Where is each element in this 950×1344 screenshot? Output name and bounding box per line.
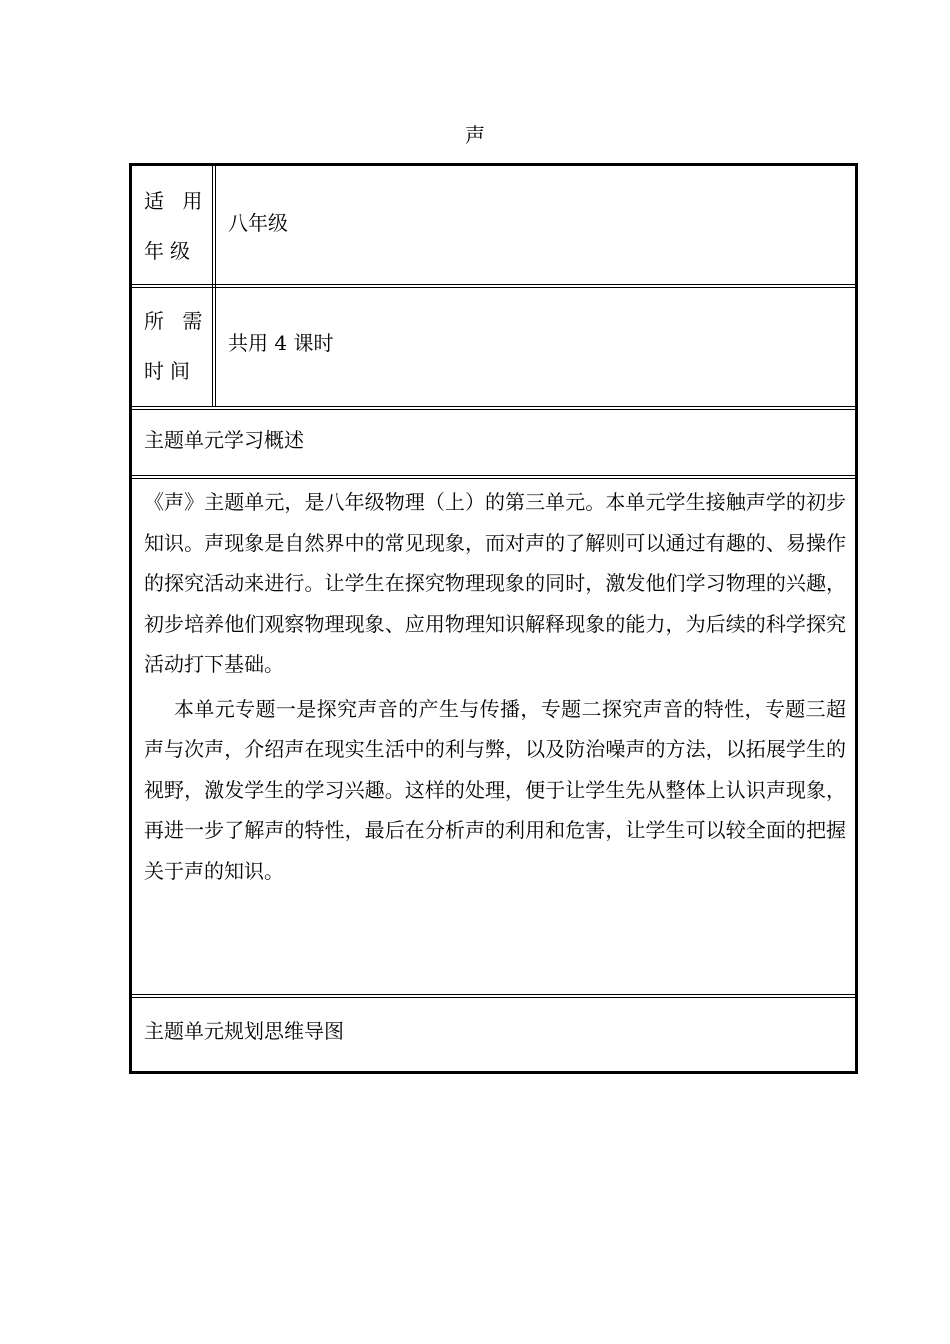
overview-paragraph: 《声》主题单元，是八年级物理（上）的第三单元。本单元学生接触声学的初步知识。声现象是自然界中的常见现象，而对声的了解则可以通过有趣的、易操作的探究活动来进行。让学生在探究物理现象的同时，激发他们学习物理的兴趣，初步培养他们观察物理现象、应用物理知识解释现象的能力，为后续的科学探究活动打下基础。 — [144, 490, 846, 676]
grade-label — [144, 176, 210, 276]
row-divider — [132, 284, 855, 288]
grade-value: 八年级 — [228, 211, 288, 235]
document-title: 声 — [465, 123, 485, 147]
time-label — [144, 296, 210, 396]
overview-content — [144, 482, 846, 891]
overview-heading: 主题单元学习概述 — [144, 428, 304, 452]
row-divider — [132, 406, 855, 410]
time-label-line2: 时间 — [144, 359, 196, 383]
grade-label-line2: 年级 — [144, 239, 196, 263]
mindmap-heading: 主题单元规划思维导图 — [144, 1019, 344, 1043]
lesson-table — [129, 163, 858, 1074]
time-value: 共用 4 课时 — [228, 331, 334, 355]
time-label-line1: 所 需 — [144, 309, 209, 333]
overview-paragraph: 本单元专题一是探究声音的产生与传播，专题二探究声音的特性，专题三超声与次声，介绍声在现实生活中的利与弊，以及防治噪声的方法，以拓展学生的视野，激发学生的学习兴趣。这样的处理，便于让学生先从整体上认识声现象，再进一步了解声的特性，最后在分析声的利用和危害，让学生可以较全面的把握关于声的知识。 — [144, 696, 846, 883]
row-divider — [132, 475, 855, 479]
grade-label-line1: 适 用 — [144, 189, 209, 213]
row-divider — [132, 994, 855, 998]
